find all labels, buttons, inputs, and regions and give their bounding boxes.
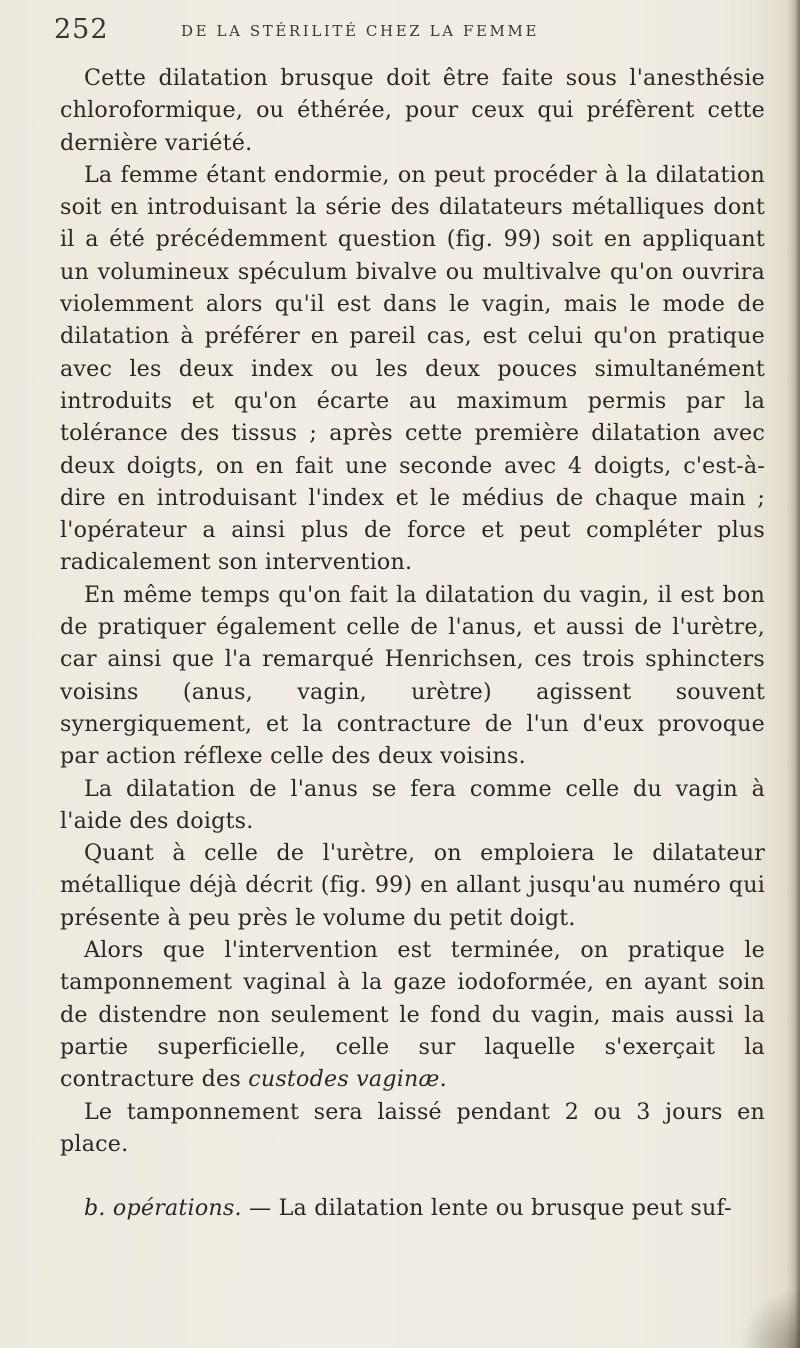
paragraph: Quant à celle de l'urètre, on emploiera le dilatateur métallique déjà décrit (fig. 99) en allant jusqu'au numéro qui présente à peu près le volume du petit doigt. xyxy=(60,840,765,931)
page-edge-shadow xyxy=(786,0,800,1348)
page-header xyxy=(54,14,754,54)
paragraph-text: — La dilatation lente ou brusque peut suf- xyxy=(241,1195,732,1222)
paragraph-text: Alors que l'intervention est terminée, on pratique le tamponnement vaginal à la gaze iodoformée, en ayant soin de distendre non seulement le fond du vagin, mais aussi la partie superficielle, celle sur laquelle s'exerçait la contracture des xyxy=(60,937,765,1093)
page-corner-shadow xyxy=(740,1288,800,1348)
latin-term: custodes vaginæ xyxy=(248,1066,440,1093)
paragraph: Cette dilatation brusque doit être faite sous l'anesthésie chloroformique, ou éthérée, pour ceux qui préfèrent cette dernière variété. xyxy=(60,65,765,156)
running-head: DE LA STÉRILITÉ CHEZ LA FEMME xyxy=(180,22,540,40)
paragraph: Le tamponnement sera laissé pendant 2 ou 3 jours en place. xyxy=(60,1098,765,1157)
paragraph: La femme étant endormie, on peut procéder à la dilatation soit en introduisant la série des dilatateurs métalliques dont il a été précédemment question (fig. 99) soit en appliquant un volumineux spéculum bivalve ou multivalve qu'on ouvrira violemment alors qu'il est dans le vagin, mais le mode de dilatation à préférer en pareil cas, est celui qu'on pratique avec les deux index ou les deux pouces simultanément introduits et qu'on écarte au maximum permis par la tolérance des tissus ; après cette première dilatation avec deux doigts, on en fait une seconde avec 4 doigts, c'est-à-dire en introduisant l'index et le médius de chaque main ; l'opérateur a ainsi plus de force et peut compléter plus radicalement son intervention. xyxy=(60,161,765,576)
page-number: 252 xyxy=(54,14,109,45)
paragraph xyxy=(60,934,765,1095)
paragraph-end: . xyxy=(439,1066,447,1093)
body-text xyxy=(60,62,765,1224)
paragraph: En même temps qu'on fait la dilatation du vagin, il est bon de pratiquer également celle de l'anus, et aussi de l'urètre, car ainsi que l'a remarqué Henrichsen, ces trois sphincters voisins (anus, vagin, urètre) agissent souvent synergiquement, et la contracture de l'un d'eux provoque par action réflexe celle des deux voisins. xyxy=(60,581,765,770)
section-paragraph xyxy=(60,1192,765,1224)
section-heading: b. opérations. xyxy=(84,1195,242,1222)
paragraph: La dilatation de l'anus se fera comme celle du vagin à l'aide des doigts. xyxy=(60,775,765,834)
